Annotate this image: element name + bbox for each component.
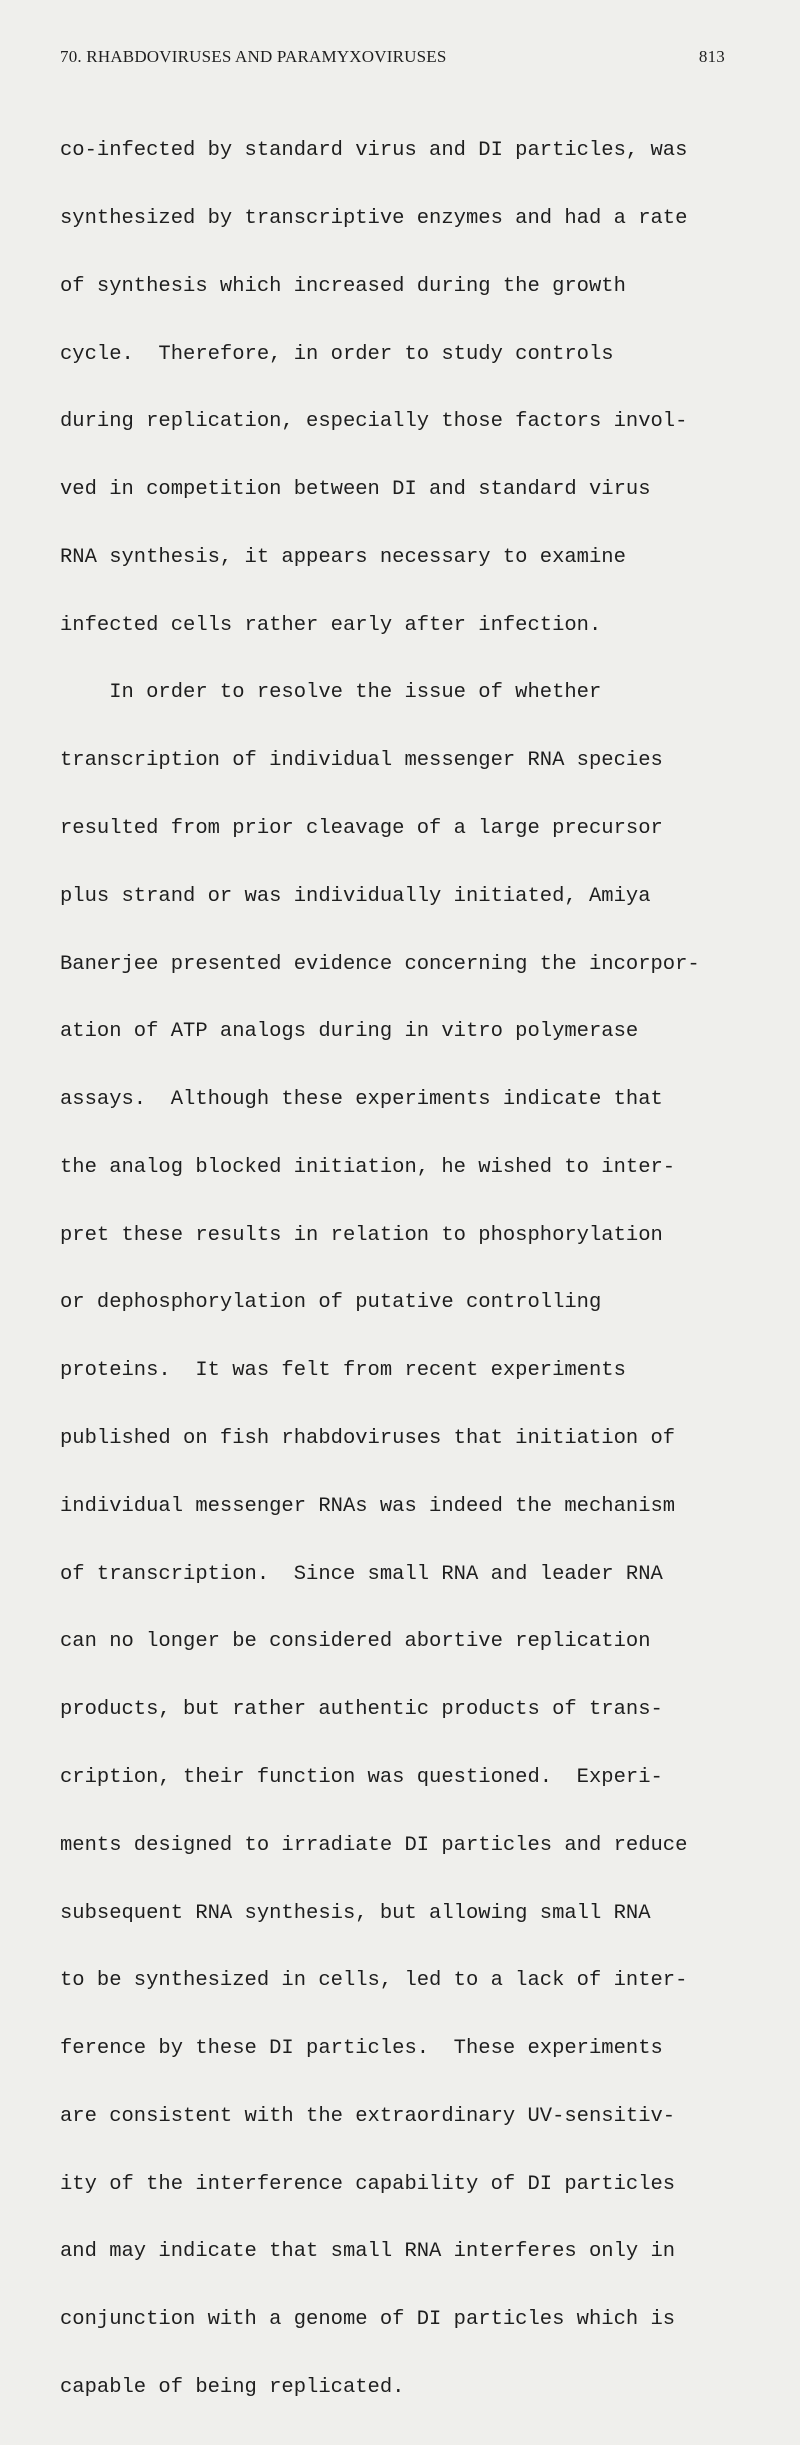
body-text — [60, 95, 750, 2445]
text-line: of synthesis which increased during the growth — [60, 274, 626, 298]
text-line: RNA synthesis, it appears necessary to examine — [60, 545, 626, 569]
text-line: ity of the interference capability of DI particles — [60, 2172, 676, 2196]
text-line: cription, their function was questioned. Experi- — [60, 1765, 663, 1789]
text-line: and may indicate that small RNA interferes only in — [60, 2240, 676, 2264]
text-line: synthesized by transcriptive enzymes and had a rate — [60, 206, 688, 230]
text-line: individual messenger RNAs was indeed the mechanism — [60, 1494, 676, 1518]
text-line: can no longer be considered abortive replication — [60, 1630, 651, 1654]
text-line: ments designed to irradiate DI particles and reduce — [60, 1833, 688, 1857]
text-line: assays. Although these experiments indicate that — [60, 1088, 663, 1112]
text-line: ference by these DI particles. These experiments — [60, 2037, 663, 2061]
text-line: to be synthesized in cells, led to a lack of inter- — [60, 1969, 688, 1993]
text-line: capable of being replicated. — [60, 2375, 405, 2399]
text-line: ation of ATP analogs during in vitro polymerase — [60, 1020, 639, 1044]
text-line: co-infected by standard virus and DI particles, was — [60, 139, 688, 163]
text-line: transcription of individual messenger RNA species — [60, 749, 663, 773]
text-line: Banerjee presented evidence concerning the incorpor- — [60, 952, 700, 976]
text-line: subsequent RNA synthesis, but allowing small RNA — [60, 1901, 651, 1925]
text-line: or dephosphorylation of putative controlling — [60, 1291, 602, 1315]
text-line: are consistent with the extraordinary UV-sensitiv- — [60, 2104, 676, 2128]
text-line: In order to resolve the issue of whether — [60, 681, 602, 705]
running-header — [60, 47, 725, 71]
text-line: products, but rather authentic products of trans- — [60, 1698, 663, 1722]
text-line: during replication, especially those factors invol- — [60, 410, 688, 434]
text-line: plus strand or was individually initiated, Amiya — [60, 884, 651, 908]
text-line: resulted from prior cleavage of a large precursor — [60, 817, 663, 840]
text-line: cycle. Therefore, in order to study controls — [60, 342, 614, 366]
text-line: proteins. It was felt from recent experiments — [60, 1359, 626, 1383]
text-line: infected cells rather early after infection. — [60, 613, 602, 637]
text-line: pret these results in relation to phosphorylation — [60, 1223, 663, 1247]
text-line: the analog blocked initiation, he wished to inter- — [60, 1155, 676, 1179]
text-line: of transcription. Since small RNA and leader RNA — [60, 1562, 663, 1586]
running-title: 70. RHABDOVIRUSES AND PARAMYXOVIRUSES — [60, 47, 447, 66]
text-line: conjunction with a genome of DI particles which is — [60, 2308, 676, 2332]
page-number: 813 — [698, 47, 725, 66]
text-line: ved in competition between DI and standard virus — [60, 478, 651, 502]
text-line: published on fish rhabdoviruses that initiation of — [60, 1427, 676, 1451]
